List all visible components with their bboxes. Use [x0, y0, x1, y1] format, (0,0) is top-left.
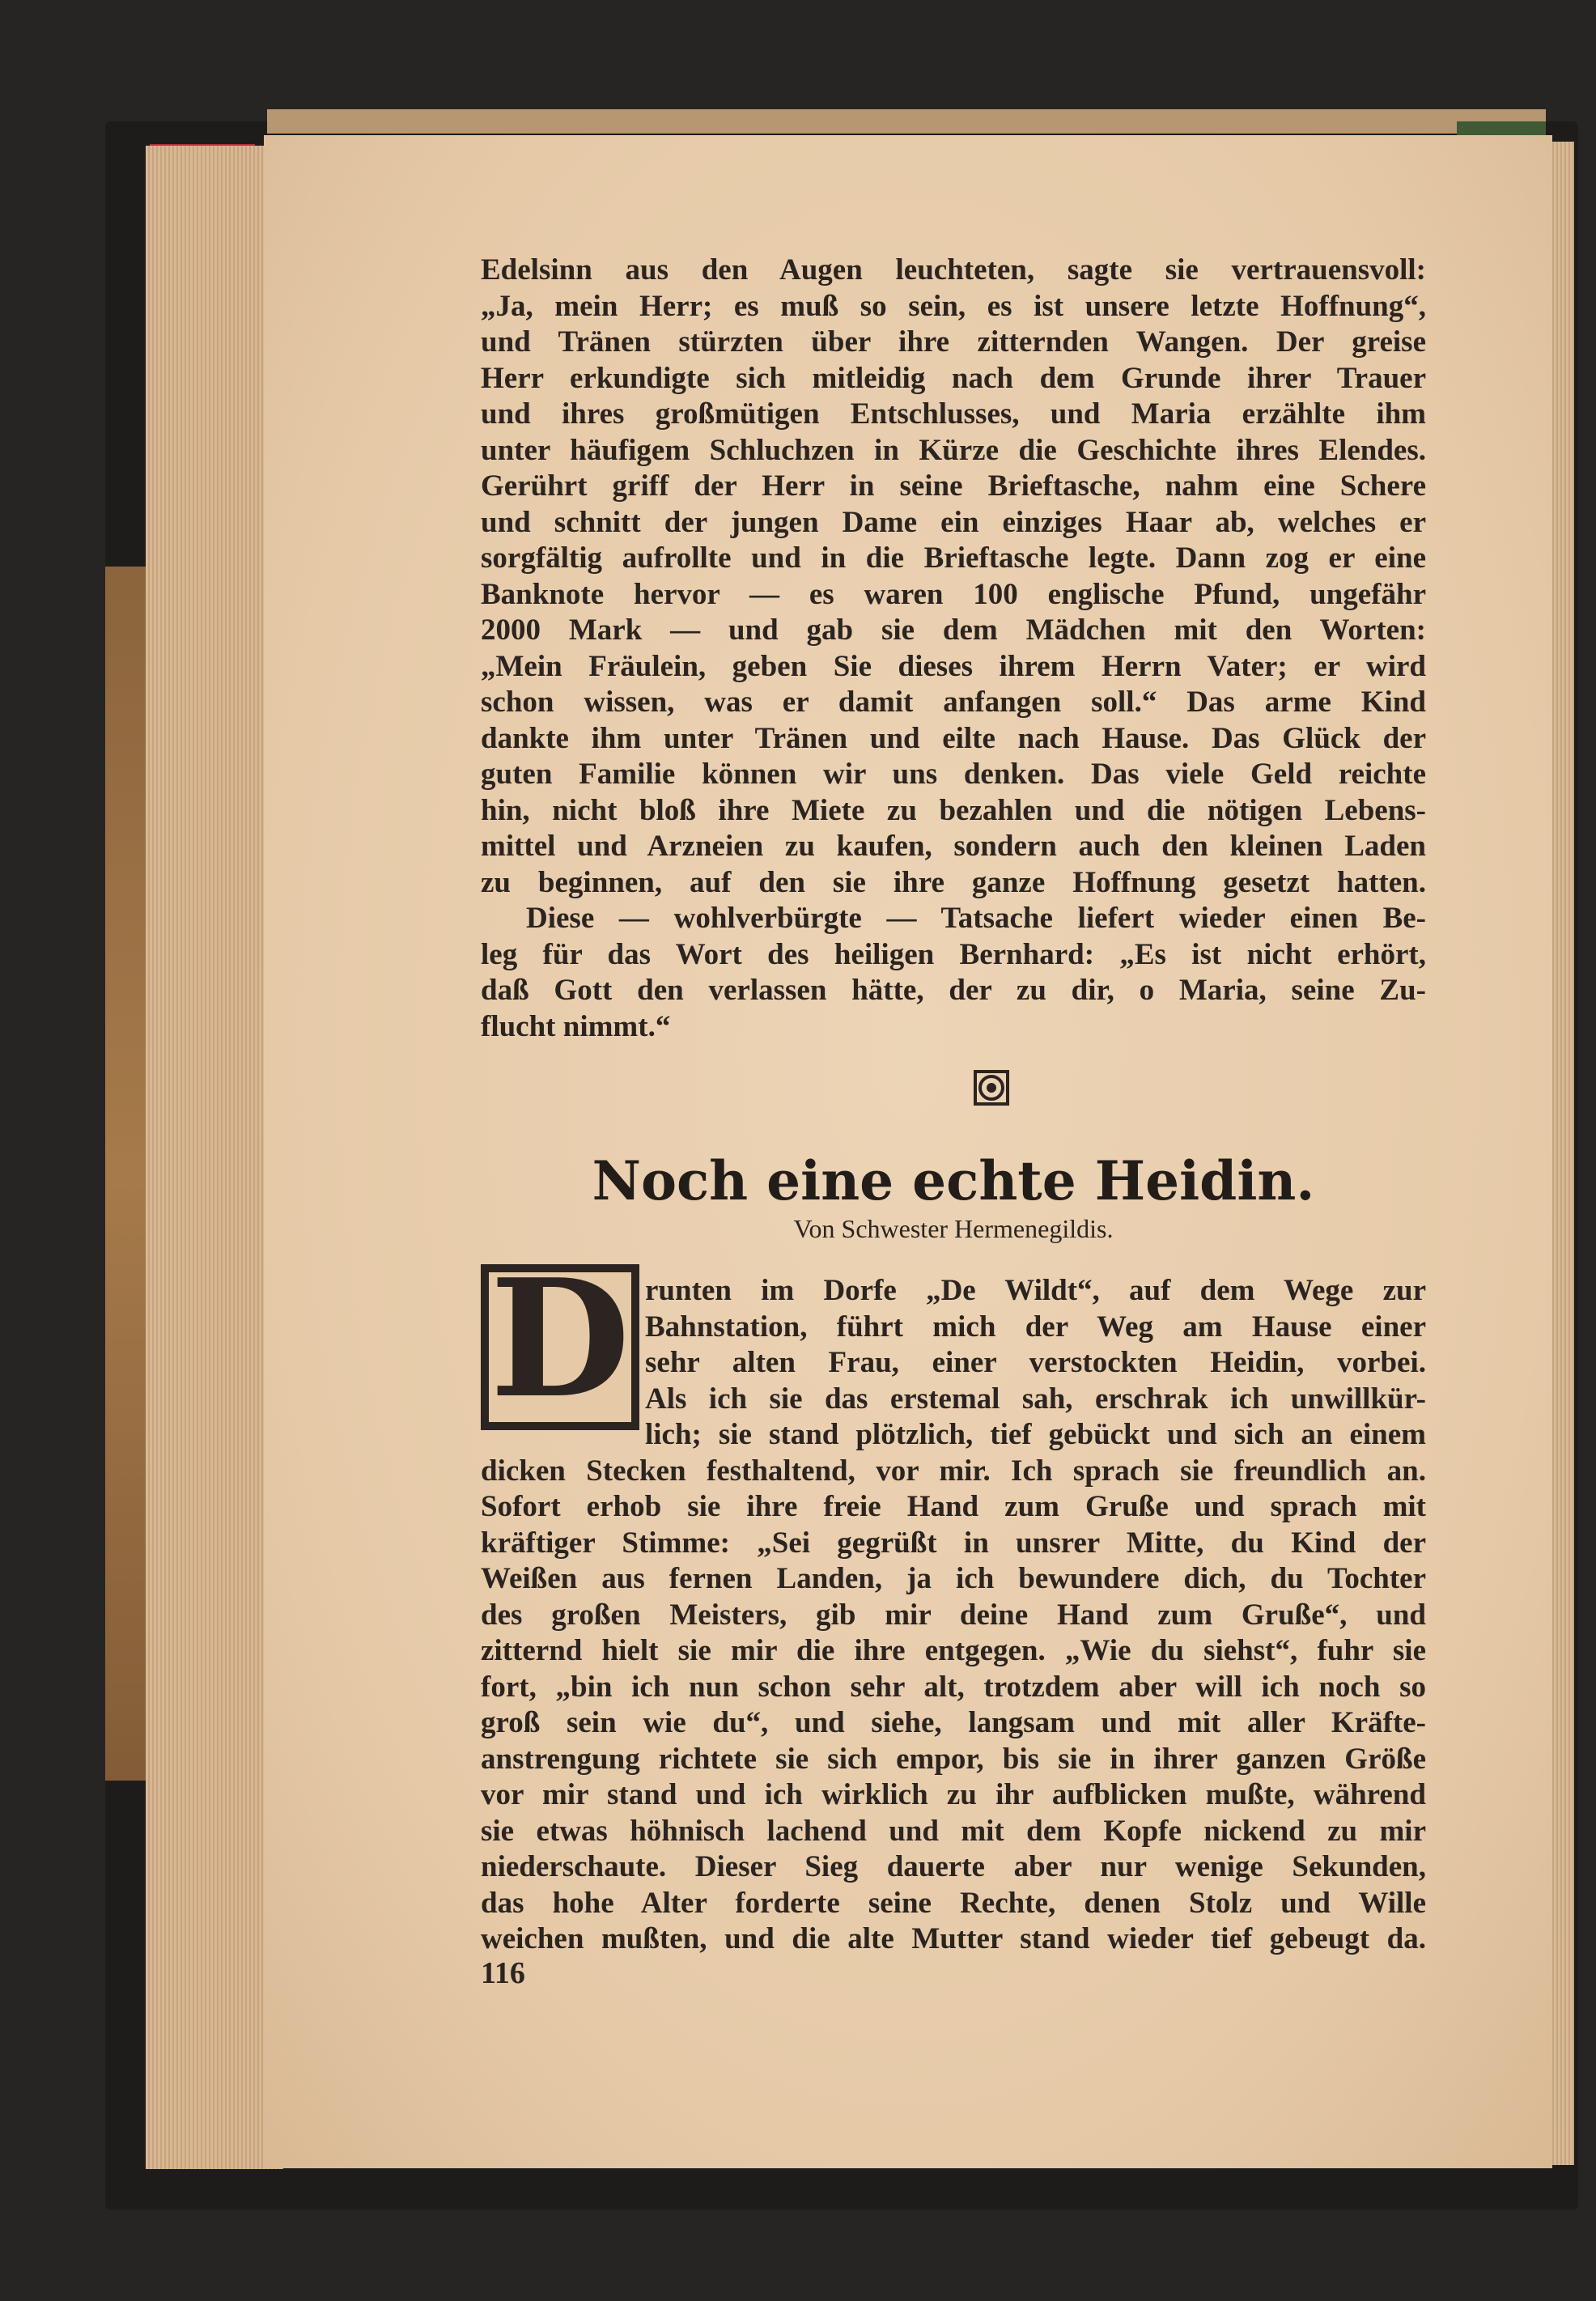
- section-ornament-icon: [974, 1070, 1009, 1106]
- text-line: dicken Stecken festhaltend, vor mir. Ich sprach sie freundlich an.: [481, 1454, 1426, 1488]
- text-line: sie etwas höhnisch lachend und mit dem Kopfe nickend zu mir: [481, 1814, 1426, 1848]
- page-number: 116: [481, 1956, 525, 1990]
- text-line: fort, „bin ich nun schon sehr alt, trotzdem aber will ich noch so: [481, 1670, 1426, 1704]
- text-line: „Mein Fräulein, geben Sie dieses ihrem Herrn Vater; er wird: [481, 649, 1426, 683]
- text-line: und schnitt der jungen Dame ein einziges Haar ab, welches er: [481, 505, 1426, 539]
- text-line: des großen Meisters, gib mir deine Hand zum Gruße“, und: [481, 1598, 1426, 1632]
- text-line: weichen mußten, und die alte Mutter stand wieder tief gebeugt da.: [481, 1922, 1426, 1955]
- text-line: unter häufigem Schluchzen in Kürze die Geschichte ihres Elendes.: [481, 433, 1426, 467]
- text-line: Herr erkundigte sich mitleidig nach dem Grunde ihrer Trauer: [481, 361, 1426, 395]
- text-line: zu beginnen, auf den sie ihre ganze Hoffnung gesetzt hatten.: [481, 865, 1426, 899]
- text-line: das hohe Alter forderte seine Rechte, denen Stolz und Wille: [481, 1886, 1426, 1920]
- text-line: Edelsinn aus den Augen leuchteten, sagte sie vertrauensvoll:: [481, 253, 1426, 287]
- text-line: Sofort erhob sie ihre freie Hand zum Gruße und sprach mit: [481, 1490, 1426, 1523]
- text-line: Bahnstation, führt mich der Weg am Hause einer: [645, 1310, 1426, 1344]
- text-line: groß sein wie du“, und siehe, langsam und mit aller Kräfte-: [481, 1706, 1426, 1739]
- text-line: niederschaute. Dieser Sieg dauerte aber nur wenige Sekunden,: [481, 1850, 1426, 1883]
- text-line: anstrengung richtete sie sich empor, bis sie in ihrer ganzen Größe: [481, 1742, 1426, 1776]
- text-line: hin, nicht bloß ihre Miete zu bezahlen und die nötigen Lebens-: [481, 793, 1426, 827]
- book-headband: [267, 109, 1546, 134]
- drop-cap-letter: D: [490, 1244, 630, 1434]
- text-line: sehr alten Frau, einer verstockten Heidin, vorbei.: [645, 1346, 1426, 1379]
- text-line: zitternd hielt sie mir die ihre entgegen. „Wie du siehst“, fuhr sie: [481, 1634, 1426, 1667]
- text-line: Weißen aus fernen Landen, ja ich bewundere dich, du Tochter: [481, 1562, 1426, 1595]
- text-line: Diese — wohlverbürgte — Tatsache liefert wieder einen Be-: [526, 902, 1426, 935]
- text-line: flucht nimmt.“: [481, 1009, 671, 1043]
- text-line: „Ja, mein Herr; es muß so sein, es ist unsere letzte Hoffnung“,: [481, 289, 1426, 323]
- text-line: vor mir stand und ich wirklich zu ihr aufblicken mußte, während: [481, 1778, 1426, 1811]
- article-byline: Von Schwester Hermenegildis.: [793, 1214, 1114, 1243]
- text-line: lich; sie stand plötzlich, tief gebückt und sich an einem: [645, 1418, 1426, 1451]
- text-line: Gerührt griff der Herr in seine Brieftasche, nahm eine Schere: [481, 469, 1426, 503]
- text-line: und ihres großmütigen Entschlusses, und Maria erzählte ihm: [481, 397, 1426, 431]
- text-line: Als ich sie das erstemal sah, erschrak ich unwillkür-: [645, 1382, 1426, 1416]
- page-stack-left: [146, 146, 283, 2169]
- article-title: Noch eine echte Heidin.: [592, 1149, 1315, 1212]
- text-line: daß Gott den verlassen hätte, der zu dir, o Maria, seine Zu-: [481, 974, 1426, 1007]
- text-line: leg für das Wort des heiligen Bernhard: „Es ist nicht erhört,: [481, 937, 1426, 971]
- continued-text: [481, 253, 1426, 1045]
- text-line: guten Familie können wir uns denken. Das viele Geld reichte: [481, 758, 1426, 791]
- text-line: mittel und Arzneien zu kaufen, sondern auch den kleinen Laden: [481, 830, 1426, 863]
- text-line: kräftiger Stimme: „Sei gegrüßt in unsrer Mitte, du Kind der: [481, 1526, 1426, 1560]
- text-line: Banknote hervor — es waren 100 englische Pfund, ungefähr: [481, 577, 1426, 611]
- text-line: 2000 Mark — und gab sie dem Mädchen mit den Worten:: [481, 613, 1426, 647]
- text-line: dankte ihm unter Tränen und eilte nach Hause. Das Glück der: [481, 721, 1426, 755]
- text-line: schon wissen, was er damit anfangen soll.“ Das arme Kind: [481, 686, 1426, 719]
- text-line: runten im Dorfe „De Wildt“, auf dem Wege zur: [645, 1274, 1426, 1307]
- text-line: sorgfältig aufrollte und in die Brieftasche legte. Dann zog er eine: [481, 541, 1426, 575]
- article-body: [481, 1273, 1426, 1958]
- text-line: und Tränen stürzten über ihre zitternden Wangen. Der greise: [481, 325, 1426, 359]
